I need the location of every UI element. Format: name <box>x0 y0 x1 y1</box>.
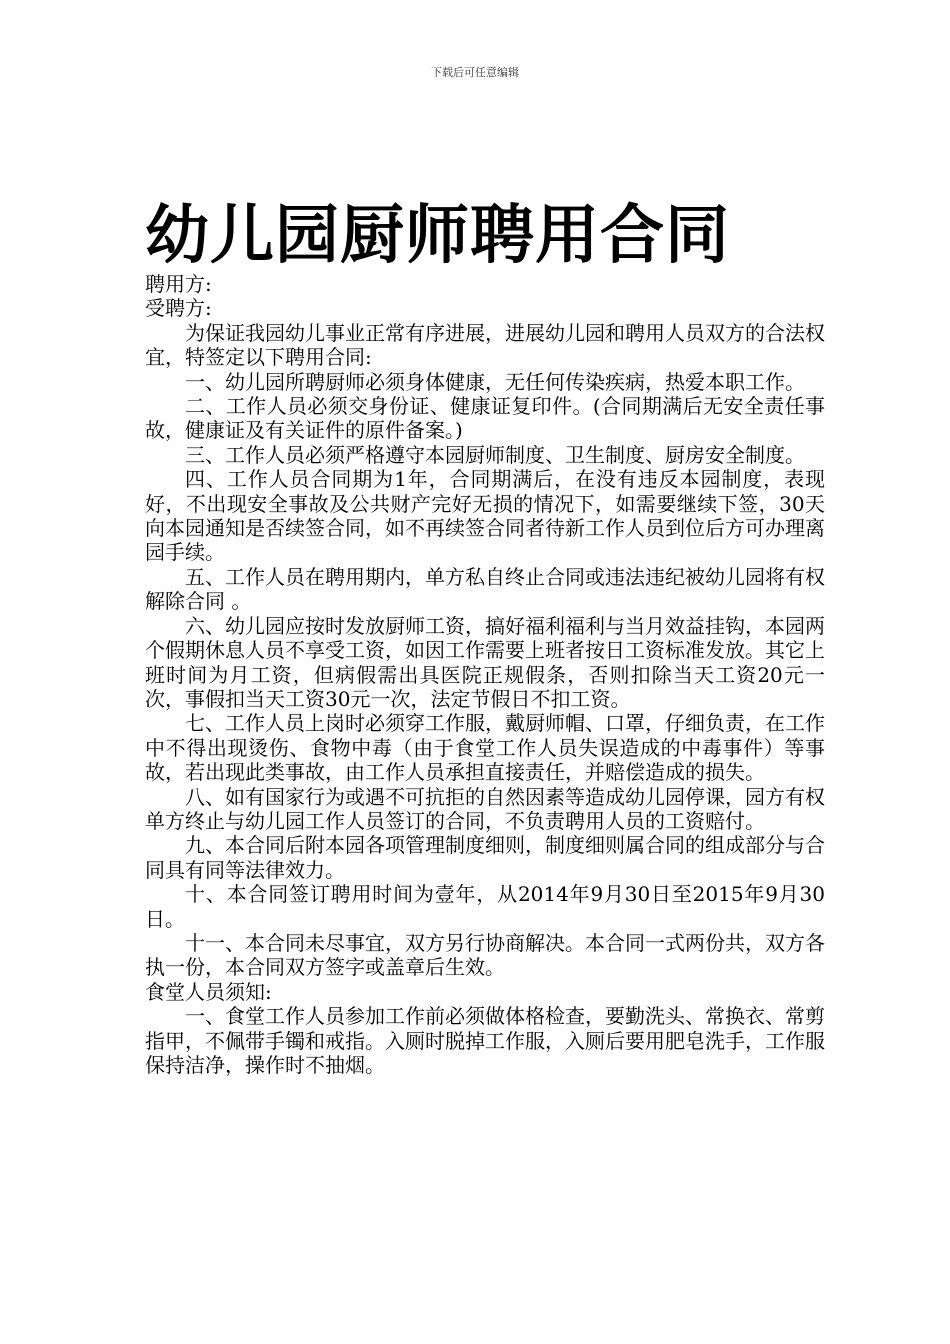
paragraph-employer: 聘用方: <box>145 272 212 296</box>
clause-10: 十、本合同签订聘用时间为壹年，从2014年9月30日至2015年9月30日。 <box>145 882 825 931</box>
clause-2: 二、工作人员必须交身份证、健康证复印件。(合同期满后无安全责任事故，健康证及有关证件的原件备案。) <box>145 394 825 443</box>
page-header-note: 下载后可任意编辑 <box>431 66 519 79</box>
clause-1: 一、幼儿园所聘厨师必须身体健康，无任何传染疾病，热爱本职工作。 <box>185 369 805 394</box>
clause-5: 五、工作人员在聘用期内，单方私自终止合同或违法违纪被幼儿园将有权解除合同 。 <box>145 564 825 614</box>
paragraph-employee: 受聘方: <box>145 296 212 321</box>
clause-4: 四、工作人员合同期为1年，合同期满后，在没有违反本园制度，表现好，不出现安全事故及公共财产完好无损的情况下，如需要继续下签，30天向本园通知是否续签合同，如不再续签合同者待新工作人员到位后方可办理离园手续。 <box>145 467 825 565</box>
document-title: 幼儿园厨师聘用合同 <box>145 198 730 273</box>
clause-7: 七、工作人员上岗时必须穿工作服，戴厨师帽、口罩，仔细负责，在工作中不得出现烫伤、食物中毒（由于食堂工作人员失误造成的中毒事件）等事故，若出现此类事故，由工作人员承担直接责任，并赔偿造成的损失。 <box>145 711 825 785</box>
clause-3: 三、工作人员必须严格遵守本园厨师制度、卫生制度、厨房安全制度。 <box>185 442 805 467</box>
document-body <box>145 272 825 1077</box>
canteen-notice-item-1: 一、食堂工作人员参加工作前必须做体格检查，要勤洗头、常换衣、常剪指甲，不佩带手镯和戒指。入厕时脱掉工作服，入厕后要用肥皂洗手，工作服保持洁净，操作时不抽烟。 <box>145 1004 825 1077</box>
clause-9: 九、本合同后附本园各项管理制度细则，制度细则属合同的组成部分与合同具有同等法律效力。 <box>145 833 825 882</box>
clause-8: 八、如有国家行为或遇不可抗拒的自然因素等造成幼儿园停课，园方有权单方终止与幼儿园工作人员签订的合同，不负责聘用人员的工资赔付。 <box>145 784 825 833</box>
paragraph-preamble: 为保证我园幼儿事业正常有序进展，进展幼儿园和聘用人员双方的合法权宜，特签定以下聘用合同: <box>145 320 825 370</box>
clause-6: 六、幼儿园应按时发放厨师工资，搞好福利福利与当月效益挂钩，本园两个假期休息人员不享受工资，如因工作需要上班者按日工资标准发放。其它上班时间为月工资，但病假需出具医院正规假条，否则扣除当天工资20元一次，事假扣当天工资30元一次，法定节假日不扣工资。 <box>145 613 825 711</box>
clause-11: 十一、本合同未尽事宜，双方另行协商解决。本合同一式两份共，双方各执一份，本合同双方签字或盖章后生效。 <box>145 930 825 980</box>
section-heading-canteen-notice: 食堂人员须知: <box>145 979 272 1004</box>
